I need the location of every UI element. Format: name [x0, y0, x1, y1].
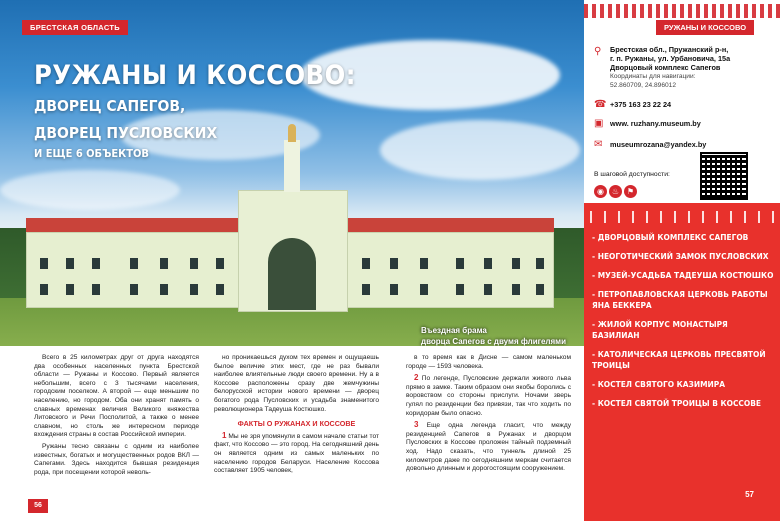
qr-code[interactable] — [700, 152, 748, 200]
fact-3: 3 Еще одна легенда гласит, что между резиденцией Сапегов в Ружанах и дворцом Пусловских в Коссове проложен тайный подземный ход. Надо сказать, что туннель длиной 25 километров даже по сегодняшним меркам считается довольно длинным и дорогостоящим сооружением. — [406, 420, 571, 473]
list-item: - МУЗЕЙ-УСАДЬБА ТАДЕУША КОСТЮШКО — [592, 270, 774, 280]
food-icon: ♨ — [609, 185, 622, 198]
title-main: РУЖАНЫ И КОССОВО: — [34, 60, 356, 91]
phone-number[interactable]: +375 163 23 22 24 — [610, 100, 672, 109]
column-2 — [214, 354, 379, 479]
access-icons — [594, 181, 639, 199]
list-item: - КОСТЕЛ СВЯТОГО КАЗИМИРА — [592, 379, 726, 389]
email-row — [594, 140, 774, 152]
page-number-right: 57 — [745, 490, 754, 499]
paragraph: в то время как в Дисне — самом маленьком городе — 1593 человека. — [406, 354, 571, 370]
address-block: ⚲ Брестская обл., Пружанский р-н, г. п. Ружаны, ул. Урбановича, 15а Дворцовый комплекс Сапегов Координаты для навигации: 52.860709, 24.896012 — [594, 45, 731, 89]
column-3 — [406, 354, 571, 477]
photo-caption: Въездная брама дворца Сапегов с двумя флигелями — [421, 326, 566, 346]
email-link[interactable]: museumrozana@yandex.by — [610, 140, 707, 149]
title-sub-3: И ЕЩЕ 6 ОБЪЕКТОВ — [34, 147, 149, 160]
fact-1: 1 Мы не зря упомянули в самом начале статьи тот факт, что Коссово — это город. На сегодняшний день он является одним из самых маленьких по населению городов Беларуси. Население Коссова составляет 1905 человек, — [214, 430, 379, 475]
region-tag: БРЕСТСКАЯ ОБЛАСТЬ — [22, 20, 128, 35]
sites-panel — [584, 203, 780, 521]
right-page — [584, 0, 780, 521]
list-item: - ДВОРЦОВЫЙ КОМПЛЕКС САПЕГОВ — [592, 232, 749, 242]
page-number-left: 56 — [28, 499, 48, 513]
list-item: - ПЕТРОПАВЛОВСКАЯ ЦЕРКОВЬ РАБОТЫ ЯНА БЕККЕРА — [592, 289, 768, 310]
paragraph: но проникаешься духом тех времен и ощущаешь былое величие этих мест, где не раз бывали наиболее влиятельные люди своего времени. Ну а в Коссове расположены сразу две жемчужины белорусской истории нового времени — дворец богатого рода Пусловских и усадьба знаменитого революционера Тадеуша Костюшко. — [214, 354, 379, 413]
column-1 — [34, 354, 199, 480]
palace-photo — [0, 0, 584, 346]
facts-heading: ФАКТЫ О РУЖАНАХ И КОССОВЕ — [237, 419, 356, 429]
camera-icon: ◉ — [594, 185, 607, 198]
location-pin-icon: ⚲ — [594, 46, 602, 57]
fact-2: 2 По легенде, Пусловские держали живого льва прямо в замке. Таким образом они якобы боролись с воровством со стороны прислуги. Ночами зверь гулял по резиденции без привязи, так что ходить по коридорам было опасно. — [406, 373, 571, 417]
mail-icon: ✉ — [594, 139, 603, 150]
list-item: - КАТОЛИЧЕСКАЯ ЦЕРКОВЬ ПРЕСВЯТОЙ ТРОИЦЫ — [592, 349, 766, 370]
hotel-icon: ⚑ — [624, 185, 637, 198]
section-tag: РУЖАНЫ И КОССОВО — [656, 20, 754, 35]
title-sub-2: ДВОРЕЦ ПУСЛОВСКИХ — [34, 124, 218, 142]
list-item: - НЕОГОТИЧЕСКИЙ ЗАМОК ПУСЛОВСКИХ — [592, 251, 769, 261]
phone-icon: ☎ — [594, 99, 607, 110]
paragraph: Ружаны тесно связаны с одним из наиболее известных, богатых и могущественных родов ВКЛ — Сапегами. Здесь находится бывшая резиденция рода, при посещении которой неволь- — [34, 442, 199, 476]
article-title — [34, 60, 356, 160]
paragraph: Всего в 25 километрах друг от друга находятся два особенных населенных пункта Брестской области — Ружаны и Коссово. Первый является небольшим, всего с 3 тысячами населения, городским поселком. А второй — еще меньшим по населению, но городом. Оба они хранят память о славных временах величия Великого княжества Литовского и Речи Посполитой, а также о менее славном, но столь же интересном периоде вхождения страны в состав Российской империи. — [34, 354, 199, 439]
monitor-icon: ▣ — [594, 118, 604, 129]
sites-list — [592, 232, 776, 417]
phone-row — [594, 100, 774, 112]
title-sub-1: ДВОРЕЦ САПЕГОВ, — [34, 97, 186, 115]
website-row — [594, 119, 774, 131]
article-body — [34, 354, 574, 504]
list-item: - ЖИЛОЙ КОРПУС МОНАСТЫРЯ БАЗИЛИАН — [592, 319, 728, 340]
website-link[interactable]: www. ruzhany.museum.by — [610, 119, 701, 128]
access-label: В шаговой доступности: — [594, 171, 670, 178]
list-item: - КОСТЕЛ СВЯТОЙ ТРОИЦЫ В КОССОВЕ — [592, 398, 762, 408]
